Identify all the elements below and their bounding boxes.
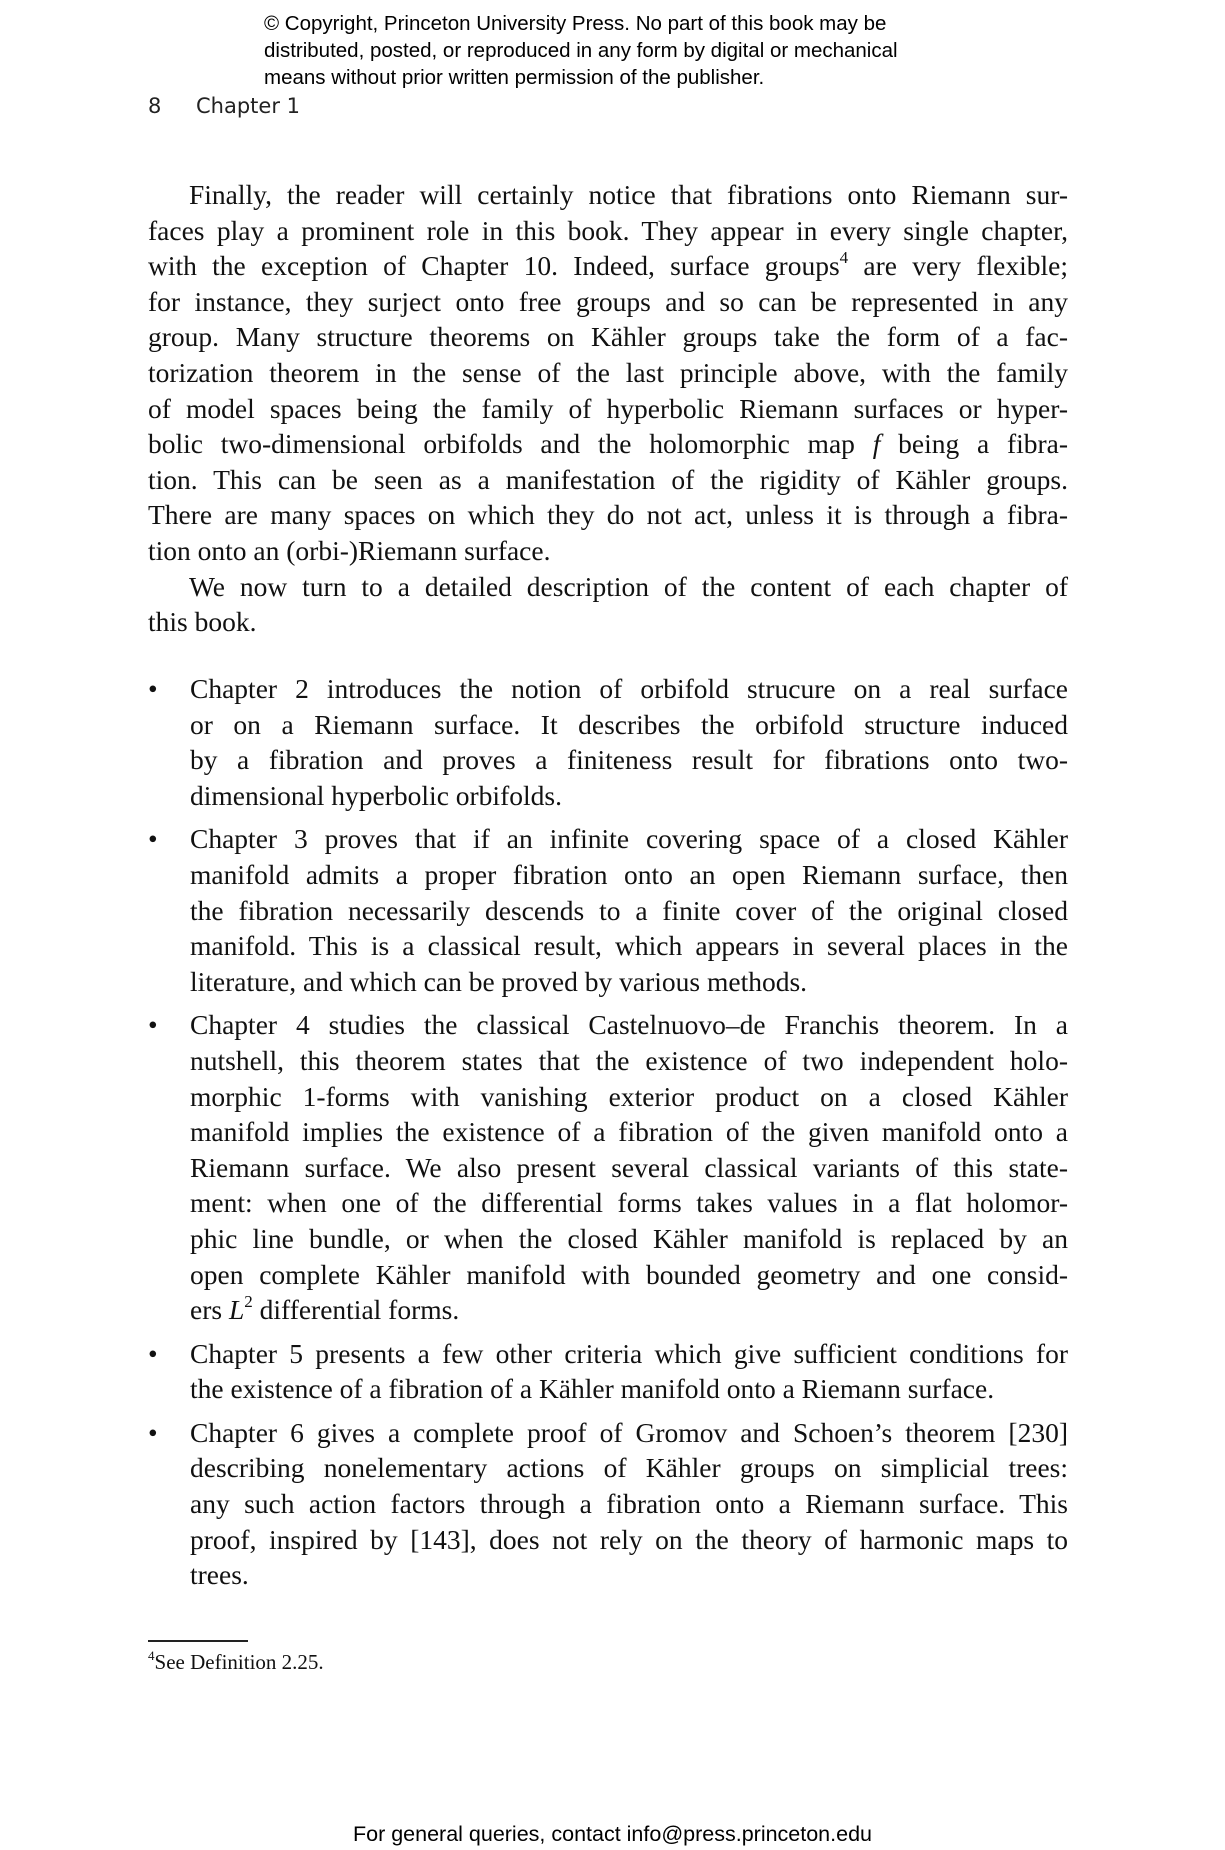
footnote-reference[interactable]: 4 xyxy=(839,248,849,268)
text-line: Finally, the reader will certainly notice that fibrations onto Riemann sur- xyxy=(189,179,1068,210)
text-line: manifold implies the existence of a fibration of the given manifold onto a xyxy=(190,1116,1068,1148)
text-line: any such action factors through a fibration onto a Riemann surface. This xyxy=(190,1488,1068,1520)
text-line: literature, and which can be proved by various methods. xyxy=(190,965,808,997)
text-line: faces play a prominent role in this book. They appear in every single chapter, xyxy=(148,214,1068,246)
text-span: ers xyxy=(190,1294,223,1326)
copyright-notice xyxy=(264,10,984,91)
list-item xyxy=(148,1007,1068,1327)
list-item xyxy=(148,821,1068,999)
text-line: of model spaces being the family of hyperbolic Riemann surfaces or hyper- xyxy=(148,392,1068,424)
bullet-marker: • xyxy=(148,1337,158,1369)
running-head xyxy=(148,94,300,118)
text-line: tion. This can be seen as a manifestation of the rigidity of Kähler groups. xyxy=(148,463,1068,495)
footnote-text: See Definition 2.25. xyxy=(154,1650,324,1674)
chapter-title: Chapter 1 xyxy=(196,94,300,118)
text-line: dimensional hyperbolic orbifolds. xyxy=(190,779,562,811)
math-exponent: 2 xyxy=(244,1292,253,1312)
text-line xyxy=(148,426,1068,462)
bullet-marker: • xyxy=(148,1416,158,1448)
text-span: bolic two-dimensional orbifolds and the holomorphic map xyxy=(148,428,855,460)
text-line: for instance, they surject onto free groups and so can be represented in any xyxy=(148,285,1068,317)
math-variable: L xyxy=(228,1294,245,1326)
text-line xyxy=(190,1292,1068,1328)
text-span: with the exception of Chapter 10. Indeed, surface groups xyxy=(148,250,840,282)
footer-contact: For general queries, contact info@press.princeton.edu xyxy=(352,1822,872,1846)
paragraph xyxy=(148,177,1068,569)
text-line: proof, inspired by [143], does not rely on the theory of harmonic maps to xyxy=(190,1523,1068,1555)
text-span: are very flexible; xyxy=(863,250,1068,282)
body-text xyxy=(148,177,1068,640)
text-line: We now turn to a detailed description of the content of each chapter of xyxy=(189,570,1068,602)
paragraph xyxy=(148,569,1068,640)
copyright-line: means without prior written permission of the publisher. xyxy=(264,66,765,89)
text-line: manifold. This is a classical result, which appears in several places in the xyxy=(190,930,1068,962)
text-line: Chapter 3 proves that if an infinite covering space of a closed Kähler xyxy=(190,823,1068,855)
list-item xyxy=(148,1415,1068,1593)
text-line: Chapter 2 introduces the notion of orbifold strucure on a real surface xyxy=(190,673,1068,704)
text-line: morphic 1-forms with vanishing exterior product on a closed Kähler xyxy=(190,1080,1068,1112)
text-line: Chapter 4 studies the classical Castelnuovo–de Franchis theorem. In a xyxy=(190,1009,1068,1041)
copyright-line: distributed, posted, or reproduced in any form by digital or mechanical xyxy=(264,39,898,62)
text-line: phic line bundle, or when the closed Kähler manifold is replaced by an xyxy=(190,1222,1068,1254)
chapter-summary-list xyxy=(148,671,1068,1601)
text-line: nutshell, this theorem states that the existence of two independent holo- xyxy=(190,1044,1068,1076)
bullet-marker: • xyxy=(148,823,158,855)
text-line: group. Many structure theorems on Kähler groups take the form of a fac- xyxy=(148,321,1068,353)
text-line: the existence of a fibration of a Kähler manifold onto a Riemann surface. xyxy=(190,1373,995,1405)
text-line: the fibration necessarily descends to a finite cover of the original closed xyxy=(190,894,1068,926)
text-line: describing nonelementary actions of Kähler groups on simplicial trees: xyxy=(190,1452,1068,1484)
list-item xyxy=(148,671,1068,813)
text-line: open complete Kähler manifold with bounded geometry and one consid- xyxy=(190,1258,1068,1290)
text-line: trees. xyxy=(190,1559,249,1591)
page-number: 8 xyxy=(148,94,162,118)
text-line: Chapter 6 gives a complete proof of Gromov and Schoen’s theorem [230] xyxy=(190,1416,1068,1448)
text-line: ment: when one of the differential forms takes values in a flat holomor- xyxy=(190,1187,1068,1219)
footnote-number: 4 xyxy=(148,1647,155,1663)
text-span: differential forms. xyxy=(259,1294,460,1326)
bullet-marker: • xyxy=(148,1009,158,1041)
text-line: tion onto an (orbi-)Riemann surface. xyxy=(148,534,551,566)
text-line xyxy=(148,248,1068,284)
text-line: this book. xyxy=(148,606,257,638)
text-span: being a fibra- xyxy=(898,428,1069,460)
bullet-marker: • xyxy=(148,673,158,704)
copyright-line: © Copyright, Princeton University Press. No part of this book may be xyxy=(264,12,887,35)
text-line: Chapter 5 presents a few other criteria which give sufficient conditions for xyxy=(190,1337,1068,1369)
text-line: by a fibration and proves a finiteness result for fibrations onto two- xyxy=(190,744,1068,776)
math-variable: f xyxy=(872,428,881,460)
text-line: There are many spaces on which they do not act, unless it is through a fibra- xyxy=(148,499,1068,531)
list-item xyxy=(148,1336,1068,1407)
footnote-divider xyxy=(148,1640,248,1642)
text-line: torization theorem in the sense of the last principle above, with the family xyxy=(148,356,1068,388)
text-line: or on a Riemann surface. It describes the orbifold structure induced xyxy=(190,708,1068,740)
text-line: manifold admits a proper fibration onto an open Riemann surface, then xyxy=(190,858,1068,890)
text-line: Riemann surface. We also present several classical variants of this state- xyxy=(190,1151,1068,1183)
footnote xyxy=(148,1647,324,1675)
